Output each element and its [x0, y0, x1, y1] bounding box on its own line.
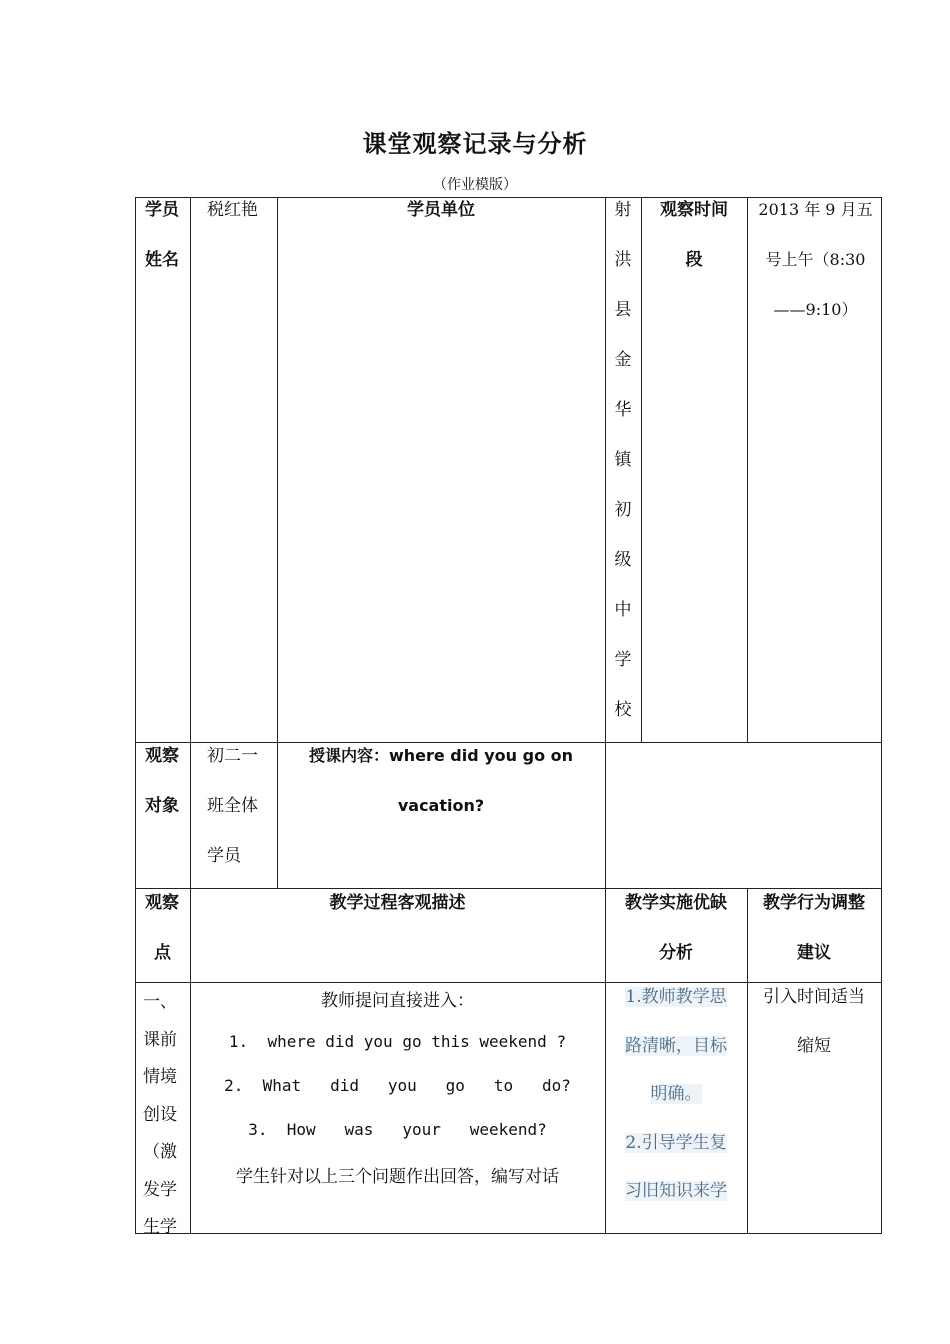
page-title: 课堂观察记录与分析: [362, 130, 588, 158]
page-subtitle: （作业模版）: [433, 177, 517, 193]
name-label: 学员 姓名: [145, 200, 179, 270]
table-rule: [747, 197, 748, 743]
question-item: 1. where did you go this weekend ?: [228, 1032, 567, 1051]
analysis-text: 1.教师教学思 路清晰，目标 明确。 2.引导学生复 习旧知识来学: [625, 987, 727, 1201]
lesson-content: 授课内容：where did you go on vacation?: [308, 746, 574, 815]
question-item: 2. What did you go to do?: [224, 1076, 571, 1095]
object-value: 初二一 班全体 学员: [207, 746, 258, 866]
object-label: 观察 对象: [145, 746, 179, 816]
student-name: 税红艳: [207, 200, 258, 220]
unit-value: 射 洪 县 金 华 镇 初 级 中 学 校: [614, 200, 632, 720]
question-item: 3. How was your weekend?: [248, 1120, 547, 1139]
observation-time: 2013 年 9 月五 号上午（8:30 ——9:10）: [758, 200, 873, 319]
table-rule: [190, 197, 191, 889]
observation-point: 一、 课前 情境 创设 （激 发学 生学: [143, 992, 177, 1237]
table-border-right: [881, 197, 882, 1234]
advice-header: 教学行为调整 建议: [763, 893, 865, 963]
analysis-header: 教学实施优缺 分析: [625, 893, 727, 963]
process-intro: 教师提问直接进入：: [321, 991, 474, 1011]
unit-label: 学员单位: [407, 200, 475, 220]
table-border-bottom: [135, 1233, 882, 1234]
point-label: 观察 点: [145, 893, 179, 963]
table-border-left: [135, 197, 136, 1234]
student-response: 学生针对以上三个问题作出回答，编写对话: [236, 1167, 559, 1187]
advice-text: 引入时间适当 缩短: [763, 987, 865, 1056]
desc-header: 教学过程客观描述: [329, 893, 466, 913]
time-label: 观察时间 段: [660, 200, 728, 270]
